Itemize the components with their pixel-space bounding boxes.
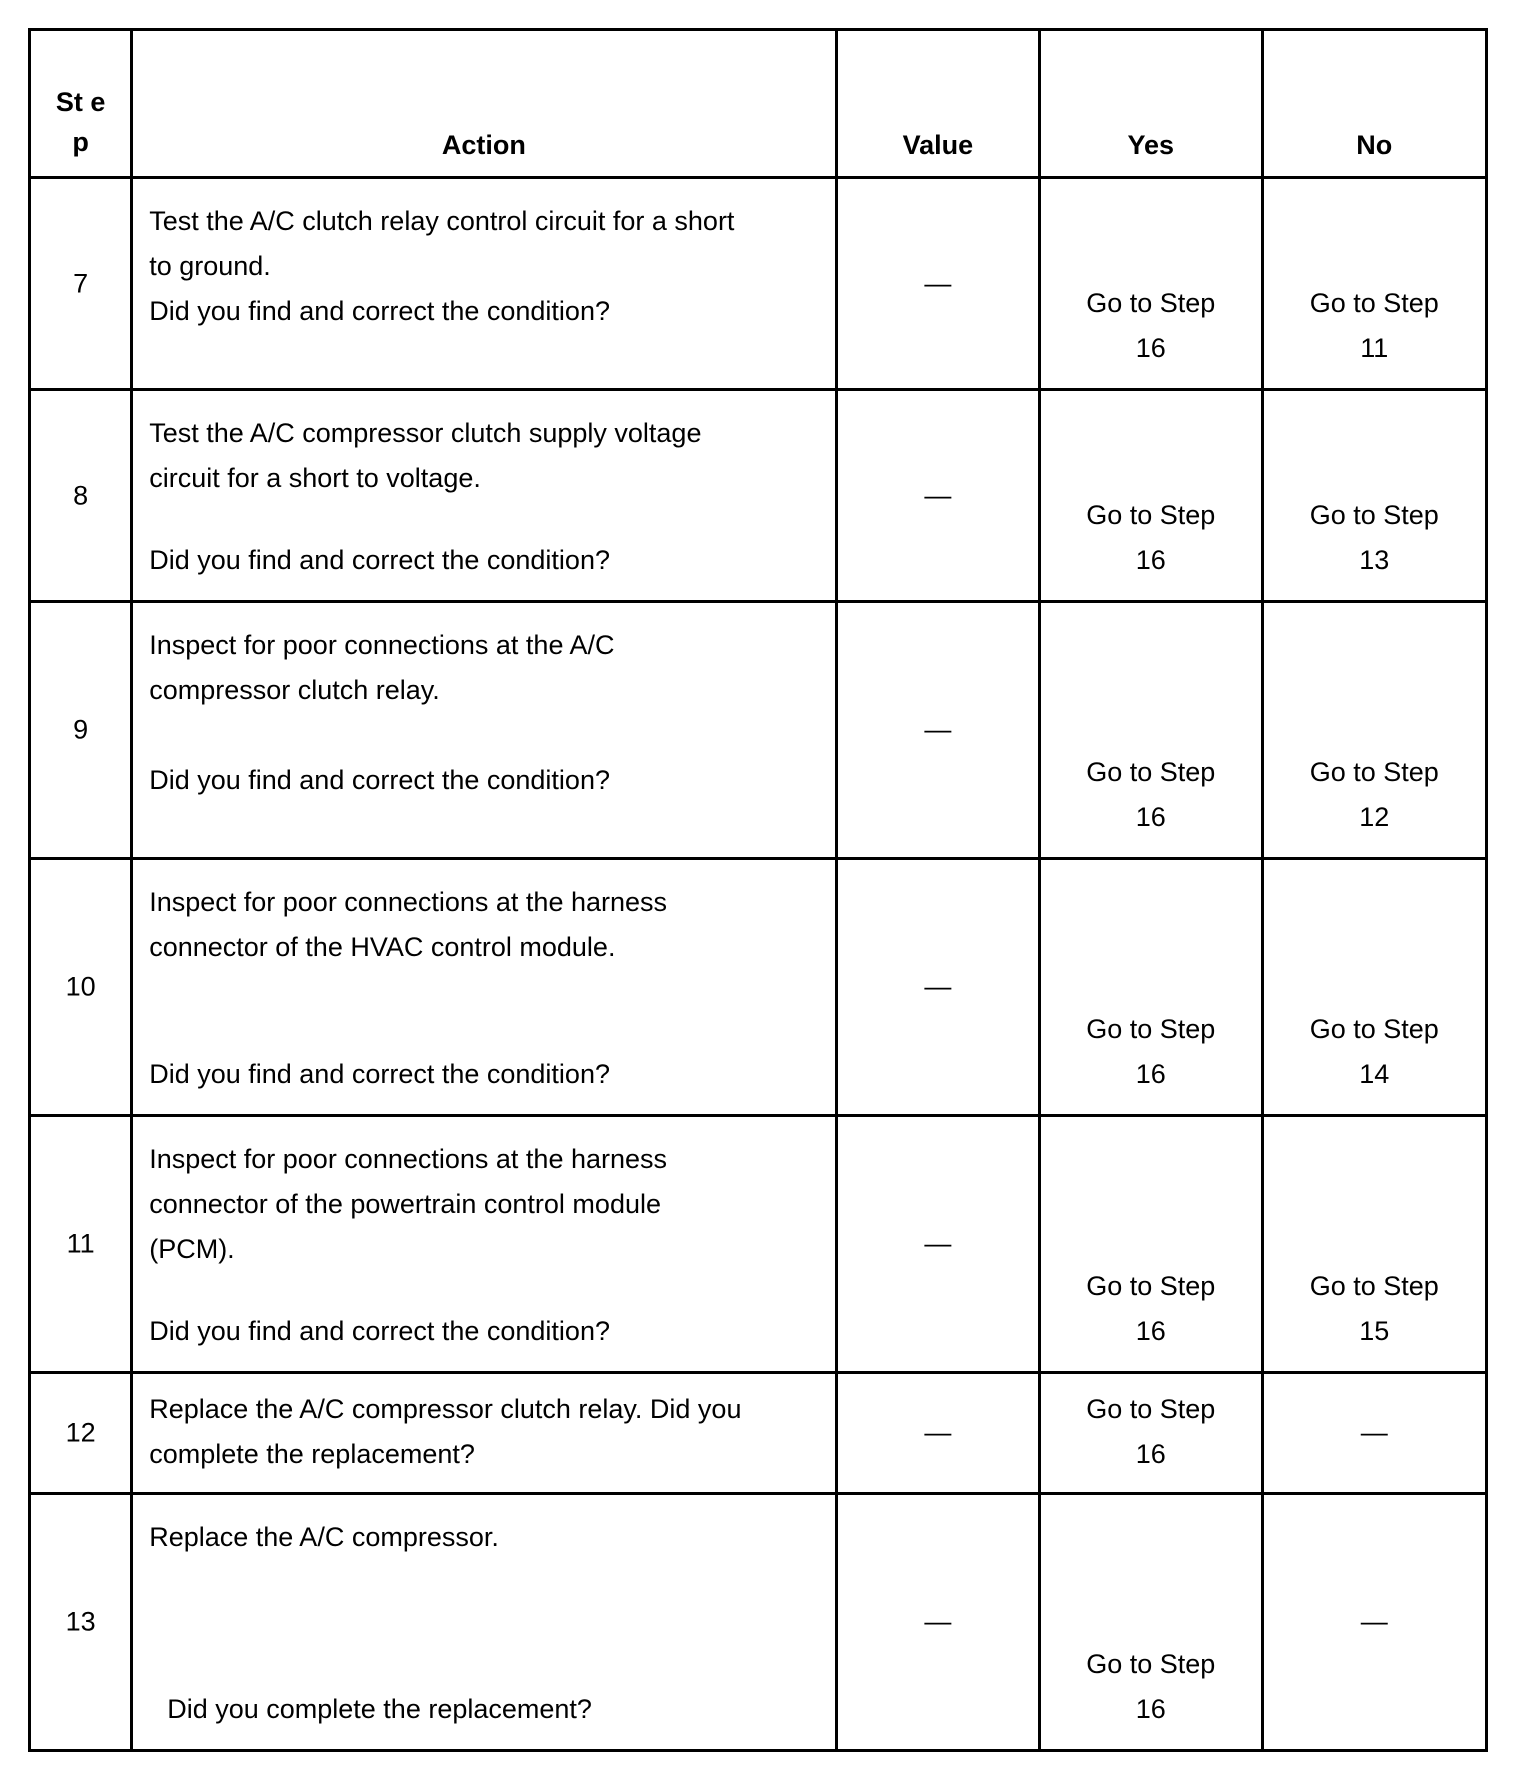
yes-goto: Go to Step 16 xyxy=(1086,1394,1216,1469)
action-question: Did you find and correct the condition? xyxy=(149,765,610,795)
action-cell: Replace the A/C compressor clutch relay. Did you complete the replacement? xyxy=(149,1394,742,1469)
action-cell: Test the A/C clutch relay control circuit for a short to ground. Did you find and correct the condition? xyxy=(133,179,834,388)
no-goto: Go to Step 11 xyxy=(1309,288,1439,363)
table-row xyxy=(30,859,1487,1116)
value-cell: — xyxy=(924,1228,952,1259)
action-question: Did you complete the replacement? xyxy=(167,1694,592,1724)
action-cell: Inspect for poor connections at the harness connector of the HVAC control module. Did you find and correct the condition? xyxy=(133,860,834,1114)
header-row xyxy=(30,30,1487,178)
action-question: Did you find and correct the condition? xyxy=(149,1316,610,1346)
yes-goto: Go to Step 16 xyxy=(1086,1014,1216,1089)
yes-goto: Go to Step 16 xyxy=(1086,1271,1216,1346)
value-cell: — xyxy=(924,268,952,298)
action-cell: Inspect for poor connections at the harness connector of the powertrain control module (PCM). Did you find and correct the condition? xyxy=(133,1117,834,1371)
action-question: Did you find and correct the condition? xyxy=(149,296,610,326)
step-number: 11 xyxy=(66,1228,95,1259)
step-number: 9 xyxy=(73,714,89,745)
value-cell: — xyxy=(924,1606,952,1637)
no-value: — xyxy=(1360,1606,1388,1637)
step-number: 12 xyxy=(65,1417,96,1448)
no-goto: Go to Step 14 xyxy=(1309,1014,1439,1089)
no-value: — xyxy=(1360,1417,1388,1448)
header-step: St ep xyxy=(30,30,132,178)
step-number: 7 xyxy=(73,268,89,298)
yes-goto: Go to Step 16 xyxy=(1086,757,1216,832)
table-row xyxy=(30,178,1487,390)
table-row xyxy=(30,1116,1487,1373)
no-goto: Go to Step 15 xyxy=(1309,1271,1439,1346)
action-question: Did you find and correct the condition? xyxy=(149,545,610,575)
action-cell: Replace the A/C compressor. Did you complete the replacement? xyxy=(133,1495,834,1749)
yes-goto: Go to Step 16 xyxy=(1086,1649,1216,1724)
yes-goto: Go to Step 16 xyxy=(1086,500,1216,575)
header-value: Value xyxy=(836,30,1039,178)
value-cell: — xyxy=(924,1417,952,1448)
step-number: 10 xyxy=(65,971,96,1002)
no-goto: Go to Step 12 xyxy=(1309,757,1439,832)
table-row xyxy=(30,1373,1487,1494)
action-cell: Inspect for poor connections at the A/C compressor clutch relay. Did you find and correct the condition? xyxy=(133,603,834,857)
diagnostic-table xyxy=(28,28,1488,1752)
header-no: No xyxy=(1262,30,1487,178)
step-number: 13 xyxy=(65,1606,96,1637)
table-row xyxy=(30,1494,1487,1751)
table-row xyxy=(30,602,1487,859)
yes-goto: Go to Step 16 xyxy=(1086,288,1216,363)
value-cell: — xyxy=(924,714,952,745)
step-number: 8 xyxy=(73,480,89,510)
no-goto: Go to Step 13 xyxy=(1309,500,1439,575)
header-action: Action xyxy=(132,30,836,178)
value-cell: — xyxy=(924,971,952,1002)
table-row xyxy=(30,390,1487,602)
value-cell: — xyxy=(924,480,952,510)
header-yes: Yes xyxy=(1040,30,1262,178)
action-cell: Test the A/C compressor clutch supply voltage circuit for a short to voltage. Did you find and correct the condition? xyxy=(133,391,834,600)
action-question: Did you find and correct the condition? xyxy=(149,1059,610,1089)
